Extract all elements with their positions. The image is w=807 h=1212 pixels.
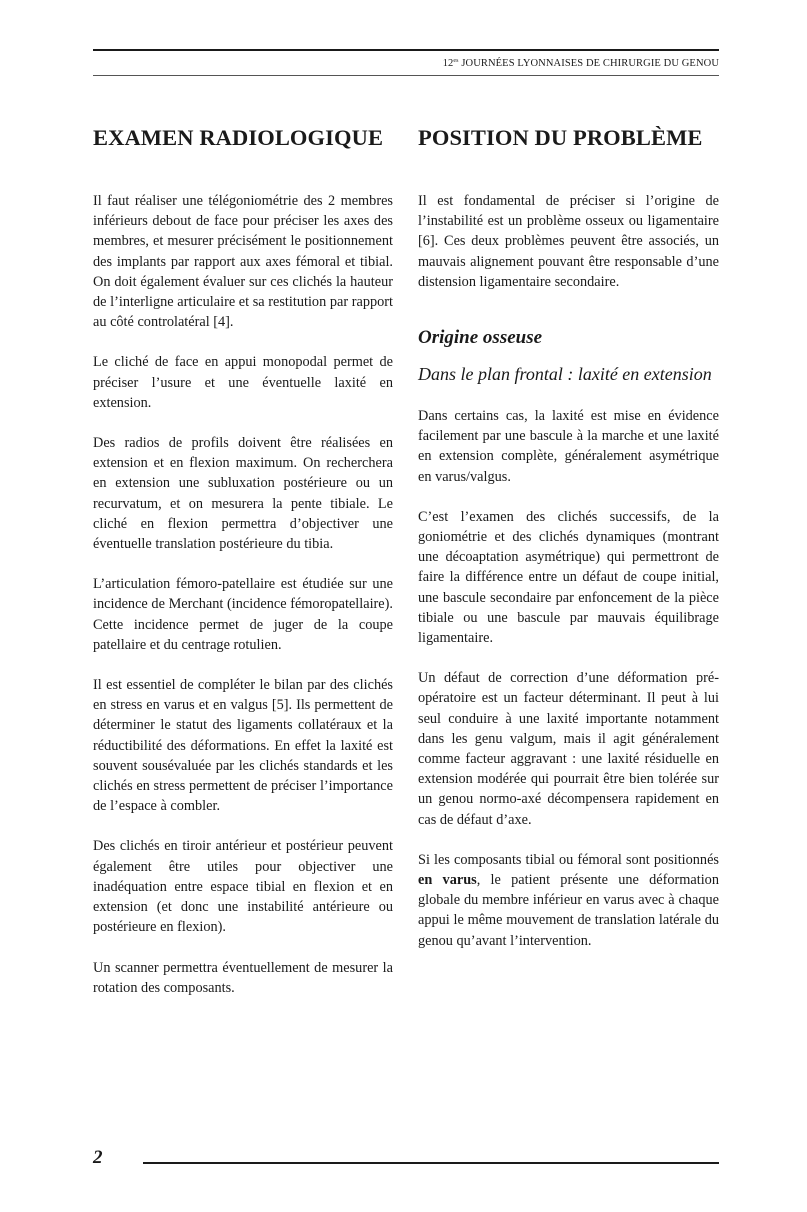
right-column [418,122,719,951]
header-prefix: 12 [442,58,454,69]
paragraph: Il est fondamental de préciser si l’origine de l’instabilité est un problème osseux ou ligamentaire [6]. Ces deux problèmes peuvent être associés, un mauvais alignement pouvant être responsable d’une distension ligamentaire secondaire. [418,193,719,290]
running-header [443,58,719,69]
footer-rule [143,1162,719,1164]
paragraph: Le cliché de face en appui monopodal permet de préciser l’usure et une éventuelle laxité en extension. [93,354,393,411]
paragraph: Dans certains cas, la laxité est mise en évidence facilement par une bascule à la marche et une laxité en extension complète, généralement asymétrique en varus/valgus. [418,408,719,485]
text-run: Si les composants tibial ou fémoral sont positionnés [418,851,719,868]
section-heading-radiology: EXAMEN RADIOLOGIQUE [93,125,384,150]
header-top-rule [93,49,719,51]
section-heading-problem: POSITION DU PROBLÈME [418,125,703,150]
paragraph: Des clichés en tiroir antérieur et postérieur peuvent également être utiles pour objectiver une inadéquation entre espace tibial en flexion et en extension (et donc une instabilité antérieure ou postérieure en flexion). [93,838,393,936]
paragraph: Il est essentiel de compléter le bilan par des clichés en stress en varus et en valgus [5]. Ils permettent de déterminer le statut des ligaments collatéraux et la réductibilité des déformations. En effet la laxité est souvent sousévaluée par les clichés standards et les clichés en stress permettent de préciser l’importance de l’espace à combler. [93,677,393,815]
header-bottom-rule [93,75,719,76]
paragraph: L’articulation fémoro-patellaire est étudiée sur une incidence de Merchant (incidence fémoropatellaire). Cette incidence permet de juger de la coupe patellaire et du centrage rotulien. [93,576,393,653]
left-column [93,122,393,998]
text-run: , le patient présente une déformation globale du membre inférieur en varus avec à chaque appui le même mouvement de translation latérale du genou qu’avant l’intervention. [418,872,719,949]
header-title: JOURNÉES LYONNAISES DE CHIRURGIE DU GENOU [461,58,719,69]
subheading-origine-osseuse: Origine osseuse [418,327,543,349]
subsubheading-plan-frontal: Dans le plan frontal : laxité en extension [418,364,712,385]
paragraph: Il faut réaliser une télégoniométrie des 2 membres inférieurs debout de face pour préciser les axes des membres, et mesurer précisément le positionnement des implants par rapport aux axes fémoral et tibial. On doit également évaluer sur ces clichés la hauteur de l’interligne articulaire et sa restitution par rapport au côté controlatéral [4]. [93,193,393,331]
emphasis-varus: en varus [418,872,477,889]
paragraph: Des radios de profils doivent être réalisées en extension et en flexion maximum. On recherchera en extension une subluxation postérieure ou un recurvatum, et on mesurera la pente tibiale. Le cliché en flexion permettra d’objectiver une éventuelle translation postérieure du tibia. [93,435,393,553]
page-number: 2 [93,1147,103,1168]
paragraph [418,850,719,951]
paragraph: Un scanner permettra éventuellement de mesurer la rotation des composants. [93,959,393,996]
paragraph: C’est l’examen des clichés successifs, de la goniométrie et des clichés dynamiques (montrant une décoaptation asymétrique) qui permettront de faire la différence entre un défaut de coupe initial, une bascule secondaire par enfoncement de la pièce tibiale ou une bascule par mauvais équilibrage ligamentaire. [418,508,719,647]
header-superscript: es [453,58,459,64]
paragraph: Un défaut de correction d’une déformation préopératoire est un facteur déterminant. Il peut à lui seul conduire à une laxité importante notamment dans les genu valgum, mais il agit généralement comme facteur aggravant : une laxité résiduelle en extension modérée qui pourrait être bien tolérée sur un genou normo-axé décompensera rapidement en cas de défaut d’axe. [418,670,719,828]
